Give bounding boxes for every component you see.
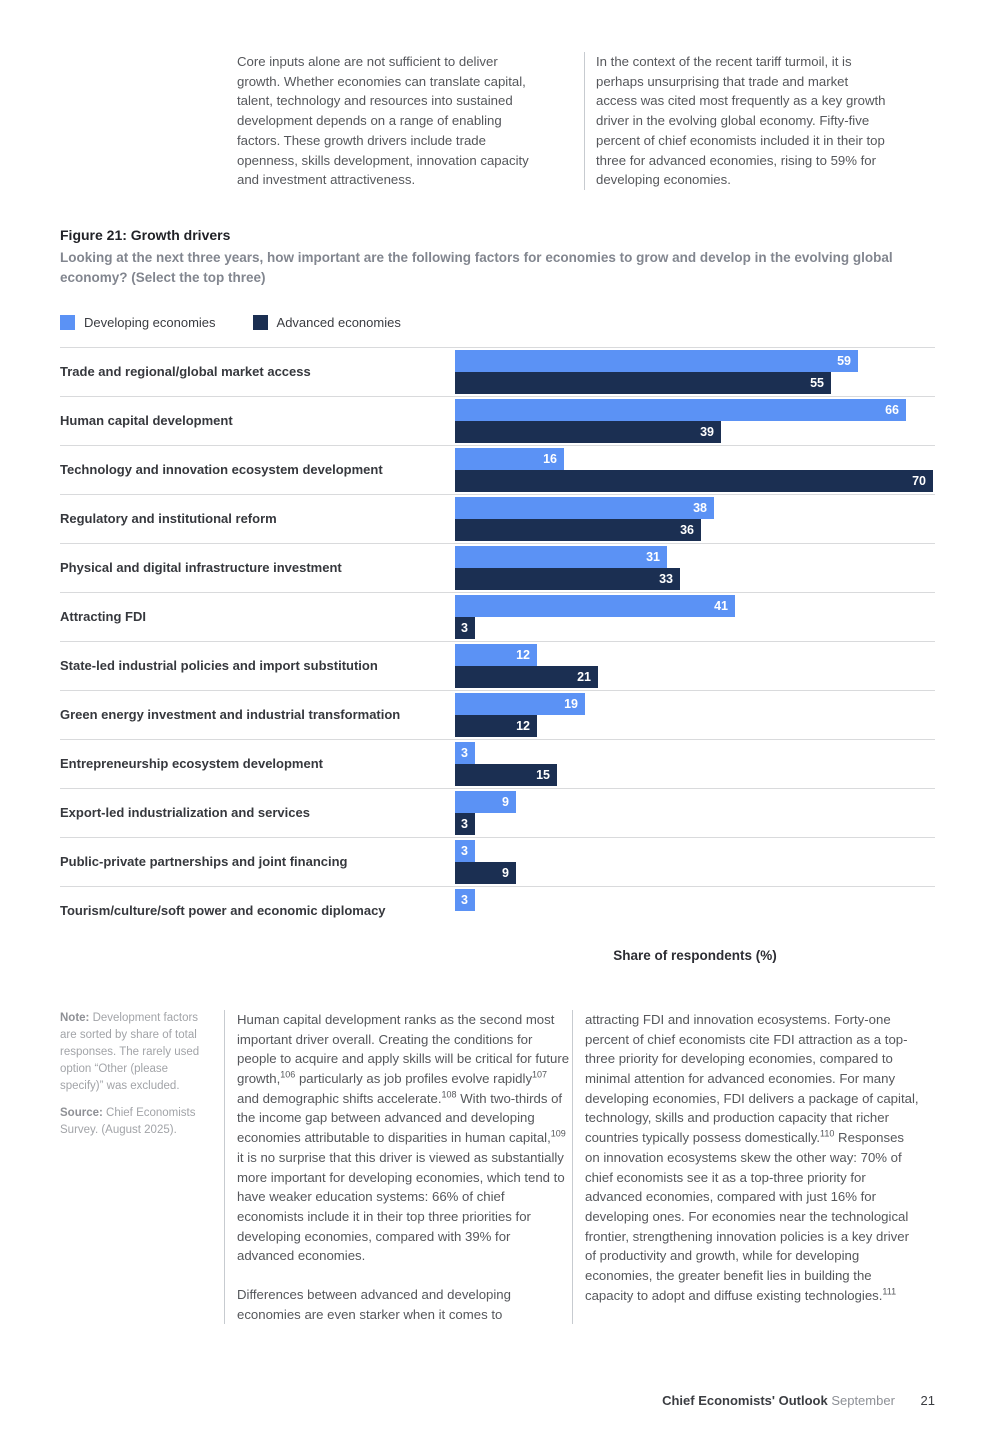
category-label: Green energy investment and industrial transformation bbox=[60, 706, 401, 722]
category-label: Trade and regional/global market access bbox=[60, 363, 311, 379]
chart-rows bbox=[60, 347, 935, 935]
bar-developing: 41 bbox=[455, 595, 735, 617]
bar-developing: 19 bbox=[455, 693, 585, 715]
x-axis-label: Share of respondents (%) bbox=[613, 947, 777, 963]
paragraph: Differences between advanced and developing economies are even starker when it comes to bbox=[237, 1287, 511, 1322]
bar-advanced: 39 bbox=[455, 421, 721, 443]
footnote-ref: 111 bbox=[882, 1286, 897, 1297]
bar-group bbox=[455, 446, 935, 494]
paragraph: Human capital development ranks as the second most important driver overall. Creating the conditions for people to acquire and apply skills will be critical for future growth,$^{106}$ particularly as job profiles evolve rapidly$^{107}$ and demographic shifts accelerate.$^{108}$ With two-thirds of the income gap between advanced and developing economies attributable to disparities in human capital,$^{109}$ it is no surprise that this driver is viewed as substantially more important for developing economies, which tend to have weaker education systems: 66% of chief economists include it in their top three priorities for developing economies, compared with 39% for advanced economies. bbox=[237, 1011, 570, 1264]
paragraph: Core inputs alone are not sufficient to deliver growth. Whether economies can translate capital, talent, technology and resources into sustained development depends on a range of enabling factors. These growth drivers include trade openness, skills development, innovation capacity and investment attractiveness. bbox=[237, 54, 529, 188]
footer-report-title: Chief Economists' Outlook bbox=[662, 1393, 828, 1408]
body-mid-text bbox=[237, 1010, 571, 1325]
bar-advanced: 36 bbox=[455, 519, 701, 541]
figure-section bbox=[60, 227, 935, 963]
bar-group bbox=[455, 642, 935, 690]
chart-row bbox=[60, 445, 935, 494]
chart-row bbox=[60, 494, 935, 543]
intro-section bbox=[237, 52, 992, 190]
legend-swatch-advanced bbox=[253, 315, 268, 330]
footnote-ref: 108 bbox=[441, 1089, 457, 1100]
paragraph: In the context of the recent tariff turmoil, it is perhaps unsurprising that trade and market access was cited most frequently as a key growth driver in the evolving global economy. Fifty-five percent of chief economists included it in their top three for advanced economies, rising to 59% for developing economies. bbox=[596, 54, 886, 188]
legend-label-developing: Developing economies bbox=[84, 314, 216, 330]
figure-source bbox=[60, 1105, 210, 1139]
category-label: State-led industrial policies and import substitution bbox=[60, 657, 378, 673]
bar-advanced: 12 bbox=[455, 715, 537, 737]
bar-group bbox=[455, 593, 935, 641]
category-label: Export-led industrialization and services bbox=[60, 804, 310, 820]
intro-right-column bbox=[596, 52, 888, 190]
column-divider-top bbox=[584, 52, 894, 190]
bar-advanced: 3 bbox=[455, 813, 475, 835]
category-label: Entrepreneurship ecosystem development bbox=[60, 755, 323, 771]
paragraph: attracting FDI and innovation ecosystems. Forty-one percent of chief economists cite FDI attraction as a top-three priority for developing economies, compared to minimal attention for advanced economies. For many developing economies, FDI delivers a package of capital, technology, skills and production capacity that richer countries typically possess domestically.$^{110}$ Responses on innovation ecosystems skew the other way: 70% of chief economists see it as a top-three priority for advanced economies, compared with just 16% for developing ones. For economies near the technological frontier, strengthening innovation policies is a key driver of productivity and growth, while for developing economies, the greater benefit lies in building the capacity to adopt and diffuse existing technologies.$^{111}$ bbox=[585, 1011, 919, 1303]
chart-row bbox=[60, 347, 935, 396]
bar-developing: 31 bbox=[455, 546, 667, 568]
report-page bbox=[0, 52, 992, 1455]
bar-advanced: 9 bbox=[455, 862, 516, 884]
legend-label-advanced: Advanced economies bbox=[276, 314, 401, 330]
bar-advanced: 70 bbox=[455, 470, 933, 492]
category-label: Technology and innovation ecosystem development bbox=[60, 461, 383, 477]
note-column bbox=[60, 1010, 225, 1325]
bar-developing: 3 bbox=[455, 889, 475, 911]
bar-advanced: 33 bbox=[455, 568, 680, 590]
chart-row bbox=[60, 543, 935, 592]
chart-legend bbox=[60, 315, 935, 330]
bar-advanced: 21 bbox=[455, 666, 598, 688]
bar-group bbox=[455, 397, 935, 445]
note-label: Note: bbox=[60, 1011, 90, 1024]
note-text: Development factors are sorted by share of total responses. The rarely used option “Other (please specify)” was excluded. bbox=[60, 1011, 200, 1092]
intro-left-column bbox=[237, 52, 529, 190]
category-label: Tourism/culture/soft power and economic diplomacy bbox=[60, 902, 386, 918]
category-label: Attracting FDI bbox=[60, 608, 146, 624]
chart-row bbox=[60, 690, 935, 739]
category-label: Regulatory and institutional reform bbox=[60, 510, 277, 526]
figure-note bbox=[60, 1010, 210, 1095]
chart-row bbox=[60, 396, 935, 445]
bar-group bbox=[455, 740, 935, 788]
bar-chart bbox=[60, 347, 935, 963]
bar-developing: 3 bbox=[455, 742, 475, 764]
chart-row bbox=[60, 592, 935, 641]
bar-group bbox=[455, 544, 935, 592]
footnote-ref: 107 bbox=[532, 1069, 548, 1080]
footnote-ref: 106 bbox=[280, 1069, 296, 1080]
bar-group bbox=[455, 348, 935, 396]
bar-developing: 66 bbox=[455, 399, 906, 421]
chart-row bbox=[60, 837, 935, 886]
figure-title: Figure 21: Growth drivers bbox=[60, 226, 231, 243]
bar-developing: 16 bbox=[455, 448, 564, 470]
body-mid-column bbox=[225, 1010, 573, 1325]
bar-group bbox=[455, 691, 935, 739]
source-label: Source: bbox=[60, 1106, 103, 1119]
legend-item-advanced bbox=[253, 315, 401, 330]
bottom-section bbox=[60, 1010, 992, 1325]
body-right-text bbox=[585, 1010, 919, 1306]
source-text: Chief Economists Survey. (August 2025). bbox=[60, 1106, 196, 1136]
bar-developing: 12 bbox=[455, 644, 537, 666]
category-label: Human capital development bbox=[60, 412, 233, 428]
chart-row bbox=[60, 788, 935, 837]
footer-page-number: 21 bbox=[920, 1393, 935, 1408]
bar-developing: 3 bbox=[455, 840, 475, 862]
footnote-ref: 110 bbox=[820, 1128, 835, 1139]
bar-group bbox=[455, 495, 935, 543]
bar-advanced: 15 bbox=[455, 764, 557, 786]
bar-developing: 59 bbox=[455, 350, 858, 372]
legend-item-developing bbox=[60, 315, 216, 330]
bar-developing: 9 bbox=[455, 791, 516, 813]
body-right-column bbox=[573, 1010, 923, 1325]
bar-advanced: 3 bbox=[455, 617, 475, 639]
bar-group bbox=[455, 838, 935, 886]
category-label: Physical and digital infrastructure investment bbox=[60, 559, 342, 575]
bar-group bbox=[455, 789, 935, 837]
bar-group bbox=[455, 887, 935, 935]
legend-swatch-developing bbox=[60, 315, 75, 330]
figure-question: Looking at the next three years, how important are the following factors for economies to grow and develop in the evolving global economy? (Select the top three) bbox=[60, 249, 893, 285]
chart-row bbox=[60, 739, 935, 788]
bar-advanced: 55 bbox=[455, 372, 831, 394]
page-footer bbox=[662, 1393, 935, 1408]
footer-month: September bbox=[831, 1393, 895, 1408]
bar-developing: 38 bbox=[455, 497, 714, 519]
category-label: Public-private partnerships and joint financing bbox=[60, 853, 348, 869]
chart-row bbox=[60, 886, 935, 935]
chart-row bbox=[60, 641, 935, 690]
footnote-ref: 109 bbox=[550, 1128, 566, 1139]
